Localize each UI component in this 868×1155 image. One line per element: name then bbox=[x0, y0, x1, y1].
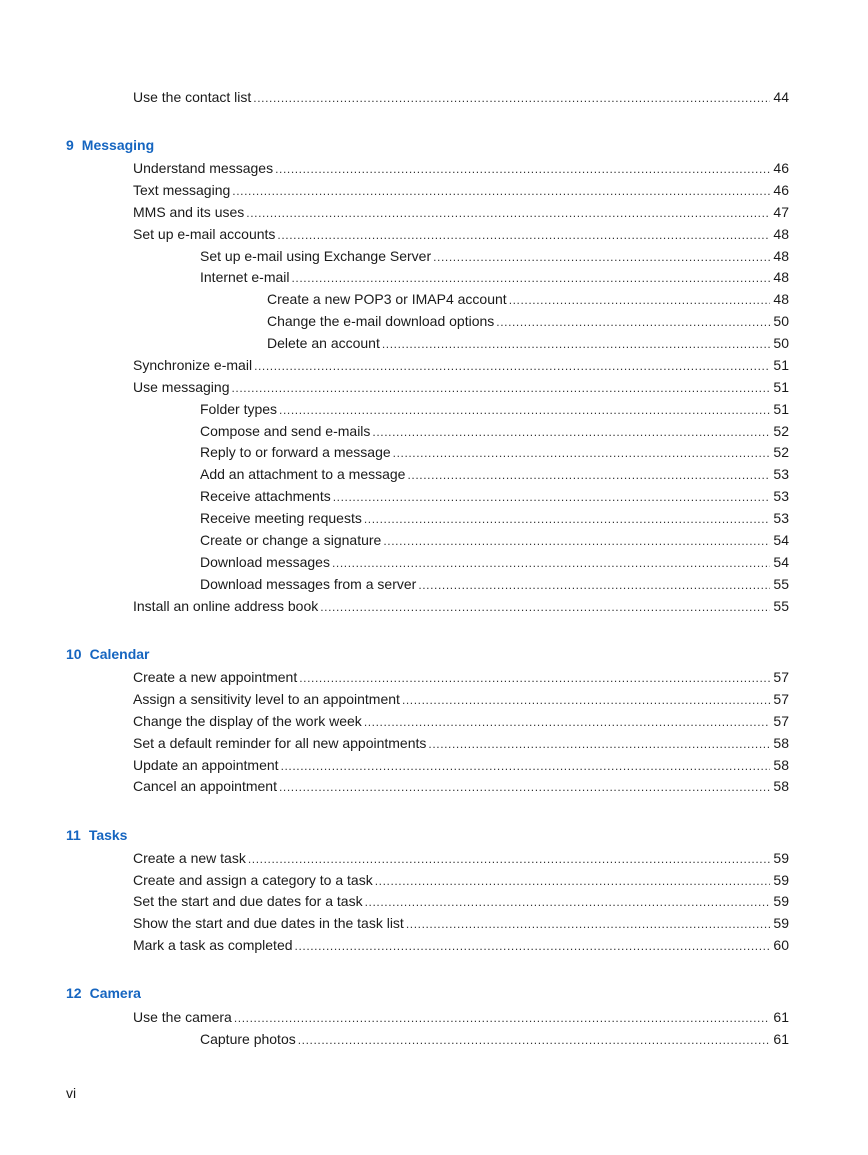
toc-entry-page: 48 bbox=[773, 226, 789, 242]
toc-entry-title: Show the start and due dates in the task list bbox=[133, 915, 404, 931]
toc-entry[interactable] bbox=[267, 333, 789, 353]
toc-entry-page: 54 bbox=[773, 554, 789, 570]
toc-entry-title: Assign a sensitivity level to an appointment bbox=[133, 691, 400, 707]
toc-entry[interactable] bbox=[133, 180, 789, 200]
chapter-heading-camera[interactable] bbox=[66, 983, 141, 1003]
toc-entry-title: Set up e-mail using Exchange Server bbox=[200, 248, 432, 264]
chapter-title: Camera bbox=[89, 985, 141, 1001]
toc-entry-title: Use messaging bbox=[133, 379, 230, 395]
toc-entry[interactable] bbox=[133, 848, 789, 868]
chapter-title: Tasks bbox=[88, 827, 128, 843]
dot-leader bbox=[234, 1008, 771, 1028]
toc-entry[interactable] bbox=[200, 421, 789, 441]
toc-entry-title: Set up e-mail accounts bbox=[133, 226, 276, 242]
dot-leader bbox=[277, 225, 770, 245]
chapter-number: 12 bbox=[66, 985, 82, 1001]
dot-leader bbox=[275, 159, 770, 179]
toc-entry-page: 57 bbox=[773, 713, 789, 729]
chapter-number: 11 bbox=[66, 827, 81, 843]
dot-leader bbox=[254, 356, 770, 376]
toc-entry-title: Text messaging bbox=[133, 182, 231, 198]
toc-entry-page: 51 bbox=[773, 357, 789, 373]
toc-entry-title: Compose and send e-mails bbox=[200, 423, 371, 439]
dot-leader bbox=[407, 465, 770, 485]
toc-entry[interactable] bbox=[200, 442, 789, 462]
toc-entry-page: 48 bbox=[773, 248, 789, 264]
toc-entry-title: Set the start and due dates for a task bbox=[133, 893, 363, 909]
toc-entry[interactable] bbox=[133, 776, 789, 796]
toc-entry-title: Delete an account bbox=[267, 335, 380, 351]
dot-leader bbox=[364, 712, 771, 732]
dot-leader bbox=[298, 1030, 771, 1050]
toc-entry-page: 53 bbox=[773, 466, 789, 482]
toc-entry[interactable] bbox=[267, 289, 789, 309]
toc-entry-title: Mark a task as completed bbox=[133, 937, 293, 953]
toc-entry[interactable] bbox=[133, 377, 789, 397]
toc-entry[interactable] bbox=[133, 87, 789, 107]
toc-entry[interactable] bbox=[200, 267, 789, 287]
toc-entry-title: Change the display of the work week bbox=[133, 713, 362, 729]
toc-entry[interactable] bbox=[200, 574, 789, 594]
toc-entry[interactable] bbox=[200, 246, 789, 266]
toc-entry-page: 51 bbox=[773, 379, 789, 395]
toc-entry[interactable] bbox=[200, 486, 789, 506]
toc-entry-page: 58 bbox=[773, 757, 789, 773]
dot-leader bbox=[248, 849, 771, 869]
dot-leader bbox=[372, 422, 770, 442]
dot-leader bbox=[382, 334, 771, 354]
toc-entry[interactable] bbox=[200, 399, 789, 419]
toc-entry[interactable] bbox=[133, 667, 789, 687]
dot-leader bbox=[246, 203, 770, 223]
dot-leader bbox=[232, 378, 771, 398]
dot-leader bbox=[433, 247, 770, 267]
toc-entry-page: 48 bbox=[773, 269, 789, 285]
toc-entry[interactable] bbox=[133, 1007, 789, 1027]
toc-entry[interactable] bbox=[133, 202, 789, 222]
toc-entry-title: Create a new appointment bbox=[133, 669, 298, 685]
dot-leader bbox=[279, 400, 770, 420]
toc-entry-title: Receive meeting requests bbox=[200, 510, 362, 526]
toc-entry-title: Create a new POP3 or IMAP4 account bbox=[267, 291, 507, 307]
dot-leader bbox=[383, 531, 770, 551]
chapter-heading-calendar[interactable] bbox=[66, 644, 150, 664]
dot-leader bbox=[402, 690, 770, 710]
toc-entry-page: 46 bbox=[773, 182, 789, 198]
toc-entry-page: 60 bbox=[773, 937, 789, 953]
toc-entry[interactable] bbox=[133, 870, 789, 890]
toc-entry[interactable] bbox=[133, 689, 789, 709]
dot-leader bbox=[364, 509, 771, 529]
toc-entry[interactable] bbox=[133, 913, 789, 933]
chapter-title: Calendar bbox=[89, 646, 150, 662]
toc-entry-title: Use the contact list bbox=[133, 89, 252, 105]
toc-entry-title: Understand messages bbox=[133, 160, 274, 176]
toc-entry[interactable] bbox=[200, 464, 789, 484]
toc-entry-page: 58 bbox=[773, 778, 789, 794]
dot-leader bbox=[428, 734, 770, 754]
toc-entry-title: Set a default reminder for all new appointments bbox=[133, 735, 427, 751]
toc-entry-title: Create a new task bbox=[133, 850, 246, 866]
toc-entry-title: Cancel an appointment bbox=[133, 778, 277, 794]
toc-entry-title: MMS and its uses bbox=[133, 204, 245, 220]
toc-entry[interactable] bbox=[133, 596, 789, 616]
chapter-heading-tasks[interactable] bbox=[66, 825, 127, 845]
toc-entry[interactable] bbox=[133, 733, 789, 753]
toc-entry-page: 59 bbox=[773, 893, 789, 909]
toc-entry-title: Create or change a signature bbox=[200, 532, 382, 548]
toc-entry-page: 59 bbox=[773, 872, 789, 888]
toc-entry-page: 53 bbox=[773, 510, 789, 526]
toc-entry[interactable] bbox=[133, 891, 789, 911]
toc-entry-title: Reply to or forward a message bbox=[200, 444, 391, 460]
dot-leader bbox=[295, 936, 771, 956]
toc-entry-title: Download messages from a server bbox=[200, 576, 417, 592]
toc-entry-page: 61 bbox=[773, 1009, 789, 1025]
toc-entry-page: 59 bbox=[773, 850, 789, 866]
toc-entry[interactable] bbox=[133, 355, 789, 375]
toc-entry[interactable] bbox=[133, 755, 789, 775]
dot-leader bbox=[406, 914, 771, 934]
toc-entry[interactable] bbox=[200, 530, 789, 550]
dot-leader bbox=[232, 181, 770, 201]
toc-entry-page: 44 bbox=[773, 89, 789, 105]
toc-entry-page: 61 bbox=[773, 1031, 789, 1047]
toc-entry-title: Receive attachments bbox=[200, 488, 331, 504]
toc-entry-title: Install an online address book bbox=[133, 598, 319, 614]
toc-entry-page: 48 bbox=[773, 291, 789, 307]
toc-entry-page: 55 bbox=[773, 576, 789, 592]
toc-entry[interactable] bbox=[133, 224, 789, 244]
dot-leader bbox=[496, 312, 770, 332]
toc-entry[interactable] bbox=[267, 311, 789, 331]
toc-entry-page: 55 bbox=[773, 598, 789, 614]
chapter-number: 10 bbox=[66, 646, 82, 662]
toc-entry[interactable] bbox=[133, 935, 789, 955]
page-number: vi bbox=[66, 1085, 77, 1101]
toc-entry-page: 47 bbox=[773, 204, 789, 220]
toc-entry-title: Synchronize e-mail bbox=[133, 357, 253, 373]
toc-entry-page: 57 bbox=[773, 691, 789, 707]
toc-entry-page: 52 bbox=[773, 423, 789, 439]
toc-entry-title: Internet e-mail bbox=[200, 269, 290, 285]
toc-entry-title: Add an attachment to a message bbox=[200, 466, 406, 482]
toc-entry-page: 50 bbox=[773, 335, 789, 351]
dot-leader bbox=[375, 871, 771, 891]
toc-entry[interactable] bbox=[200, 552, 789, 572]
chapter-number: 9 bbox=[66, 137, 74, 153]
toc-entry-title: Update an appointment bbox=[133, 757, 279, 773]
toc-entry-title: Change the e-mail download options bbox=[267, 313, 495, 329]
dot-leader bbox=[509, 290, 771, 310]
dot-leader bbox=[291, 268, 770, 288]
toc-entry-page: 53 bbox=[773, 488, 789, 504]
chapter-title: Messaging bbox=[81, 137, 155, 153]
toc-entry-page: 54 bbox=[773, 532, 789, 548]
toc-entry-page: 57 bbox=[773, 669, 789, 685]
dot-leader bbox=[332, 553, 770, 573]
toc-entry-title: Folder types bbox=[200, 401, 278, 417]
dot-leader bbox=[333, 487, 771, 507]
toc-entry-page: 46 bbox=[773, 160, 789, 176]
dot-leader bbox=[365, 892, 771, 912]
toc-entry[interactable] bbox=[200, 1029, 789, 1049]
dot-leader bbox=[281, 756, 771, 776]
toc-entry-title: Download messages bbox=[200, 554, 330, 570]
toc-entry-page: 50 bbox=[773, 313, 789, 329]
toc-entry-page: 58 bbox=[773, 735, 789, 751]
dot-leader bbox=[279, 777, 770, 797]
chapter-heading-messaging[interactable] bbox=[66, 135, 154, 155]
dot-leader bbox=[253, 88, 770, 108]
toc-entry-title: Capture photos bbox=[200, 1031, 296, 1047]
dot-leader bbox=[393, 443, 771, 463]
toc-entry-page: 51 bbox=[773, 401, 789, 417]
dot-leader bbox=[299, 668, 770, 688]
toc-entry[interactable] bbox=[133, 711, 789, 731]
dot-leader bbox=[418, 575, 770, 595]
toc-entry-page: 52 bbox=[773, 444, 789, 460]
toc-entry[interactable] bbox=[133, 158, 789, 178]
toc-entry-title: Create and assign a category to a task bbox=[133, 872, 373, 888]
toc-entry-page: 59 bbox=[773, 915, 789, 931]
toc-entry-title: Use the camera bbox=[133, 1009, 232, 1025]
dot-leader bbox=[320, 597, 770, 617]
toc-entry[interactable] bbox=[200, 508, 789, 528]
